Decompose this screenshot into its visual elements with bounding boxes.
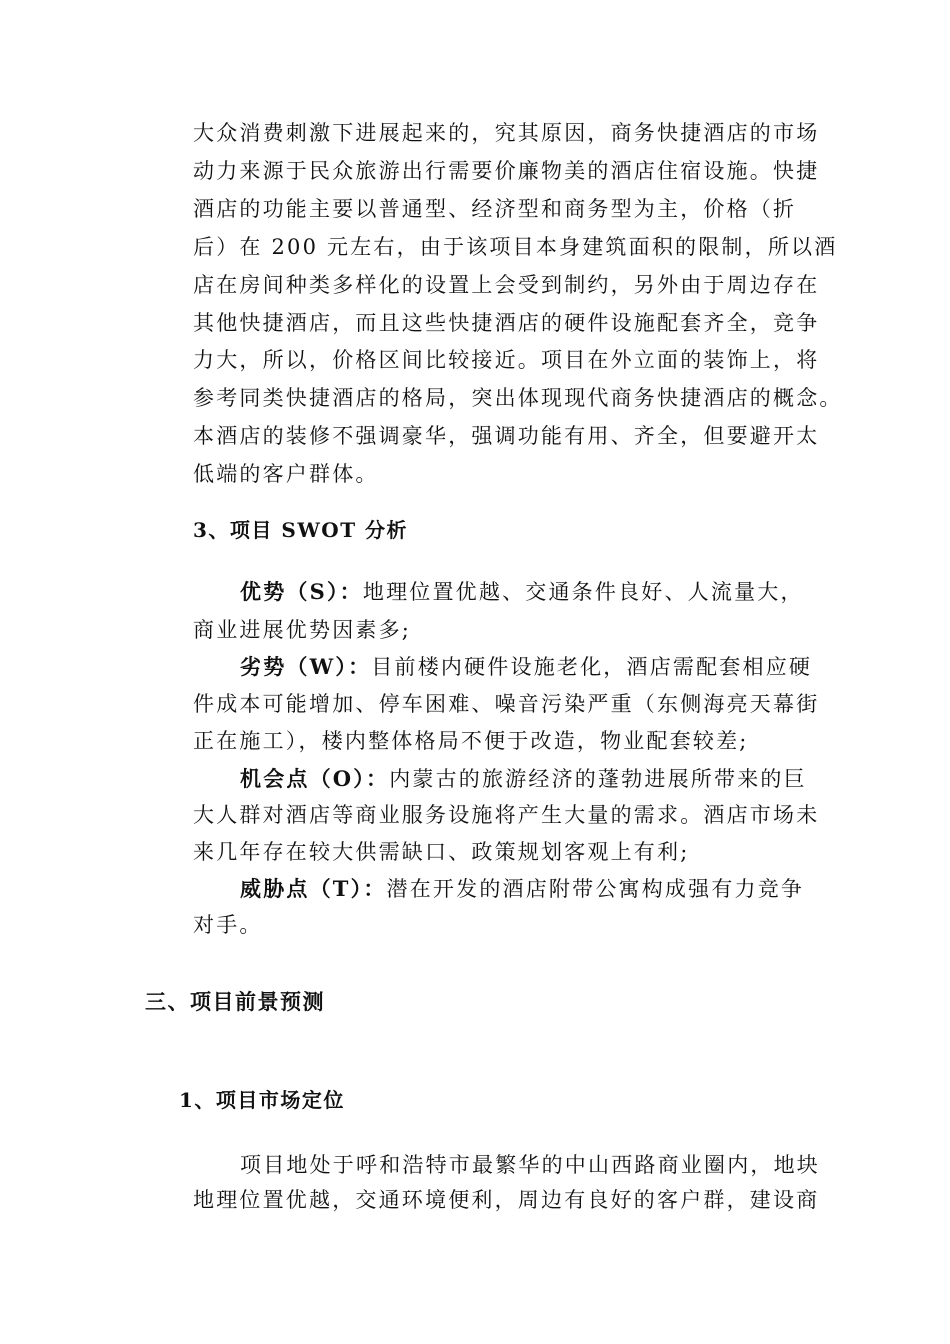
threat-label: 威胁点（T）： <box>240 876 387 901</box>
swot-heading: 3、项目 SWOT 分析 <box>193 518 409 542</box>
paragraph-line: 大众消费刺激下进展起来的，究其原因，商务快捷酒店的市场 <box>193 121 820 145</box>
weakness-line: 件成本可能增加、停车困难、噪音污染严重（东侧海亮天幕街 <box>193 692 820 716</box>
weakness-line: 正在施工），楼内整体格局不便于改造，物业配套较差; <box>193 729 749 753</box>
market-position-line: 地理位置优越，交通环境便利，周边有良好的客户群，建设商 <box>193 1188 820 1212</box>
paragraph-line: 本酒店的装修不强调豪华，强调功能有用、齐全，但要避开太 <box>193 424 820 448</box>
opportunity-line <box>240 764 807 794</box>
paragraph-line: 参考同类快捷酒店的格局，突出体现现代商务快捷酒店的概念。 <box>193 386 843 410</box>
opportunity-line: 大人群对酒店等商业服务设施将产生大量的需求。酒店市场未 <box>193 803 820 827</box>
market-position-line: 项目地处于呼和浩特市最繁华的中山西路商业圈内，地块 <box>240 1153 820 1177</box>
paragraph-line: 力大，所以，价格区间比较接近。项目在外立面的装饰上，将 <box>193 348 820 372</box>
opportunity-label: 机会点（O）： <box>240 766 390 791</box>
opportunity-text: 内蒙古的旅游经济的蓬勃进展所带来的巨 <box>389 767 807 791</box>
paragraph-line: 动力来源于民众旅游出行需要价廉物美的酒店住宿设施。快捷 <box>193 159 820 183</box>
strength-text: 地理位置优越、交通条件良好、人流量大， <box>362 580 804 604</box>
threat-text: 潜在开发的酒店附带公寓构成强有力竞争 <box>386 877 805 901</box>
weakness-line <box>240 652 812 682</box>
strength-label: 优势（S）： <box>240 579 363 604</box>
weakness-text: 目前楼内硬件设施老化，酒店需配套相应硬 <box>371 655 813 679</box>
strength-line: 商业进展优势因素多; <box>193 618 412 642</box>
section-three-heading: 三、项目前景预测 <box>145 989 325 1014</box>
opportunity-line: 来几年存在较大供需缺口、政策规划客观上有利; <box>193 840 690 864</box>
paragraph-line: 店在房间种类多样化的设置上会受到制约，另外由于周边存在 <box>193 273 820 297</box>
paragraph-line: 低端的客户群体。 <box>193 462 379 486</box>
strength-line <box>240 577 804 607</box>
market-position-heading: 1、项目市场定位 <box>179 1088 345 1112</box>
threat-line <box>240 874 804 904</box>
threat-line: 对手。 <box>193 913 263 937</box>
paragraph-line: 其他快捷酒店，而且这些快捷酒店的硬件设施配套齐全，竞争 <box>193 311 820 335</box>
paragraph-line: 后）在 200 元左右，由于该项目本身建筑面积的限制，所以酒 <box>193 235 838 259</box>
paragraph-line: 酒店的功能主要以普通型、经济型和商务型为主，价格（折 <box>193 197 797 221</box>
weakness-label: 劣势（W）： <box>240 654 372 679</box>
